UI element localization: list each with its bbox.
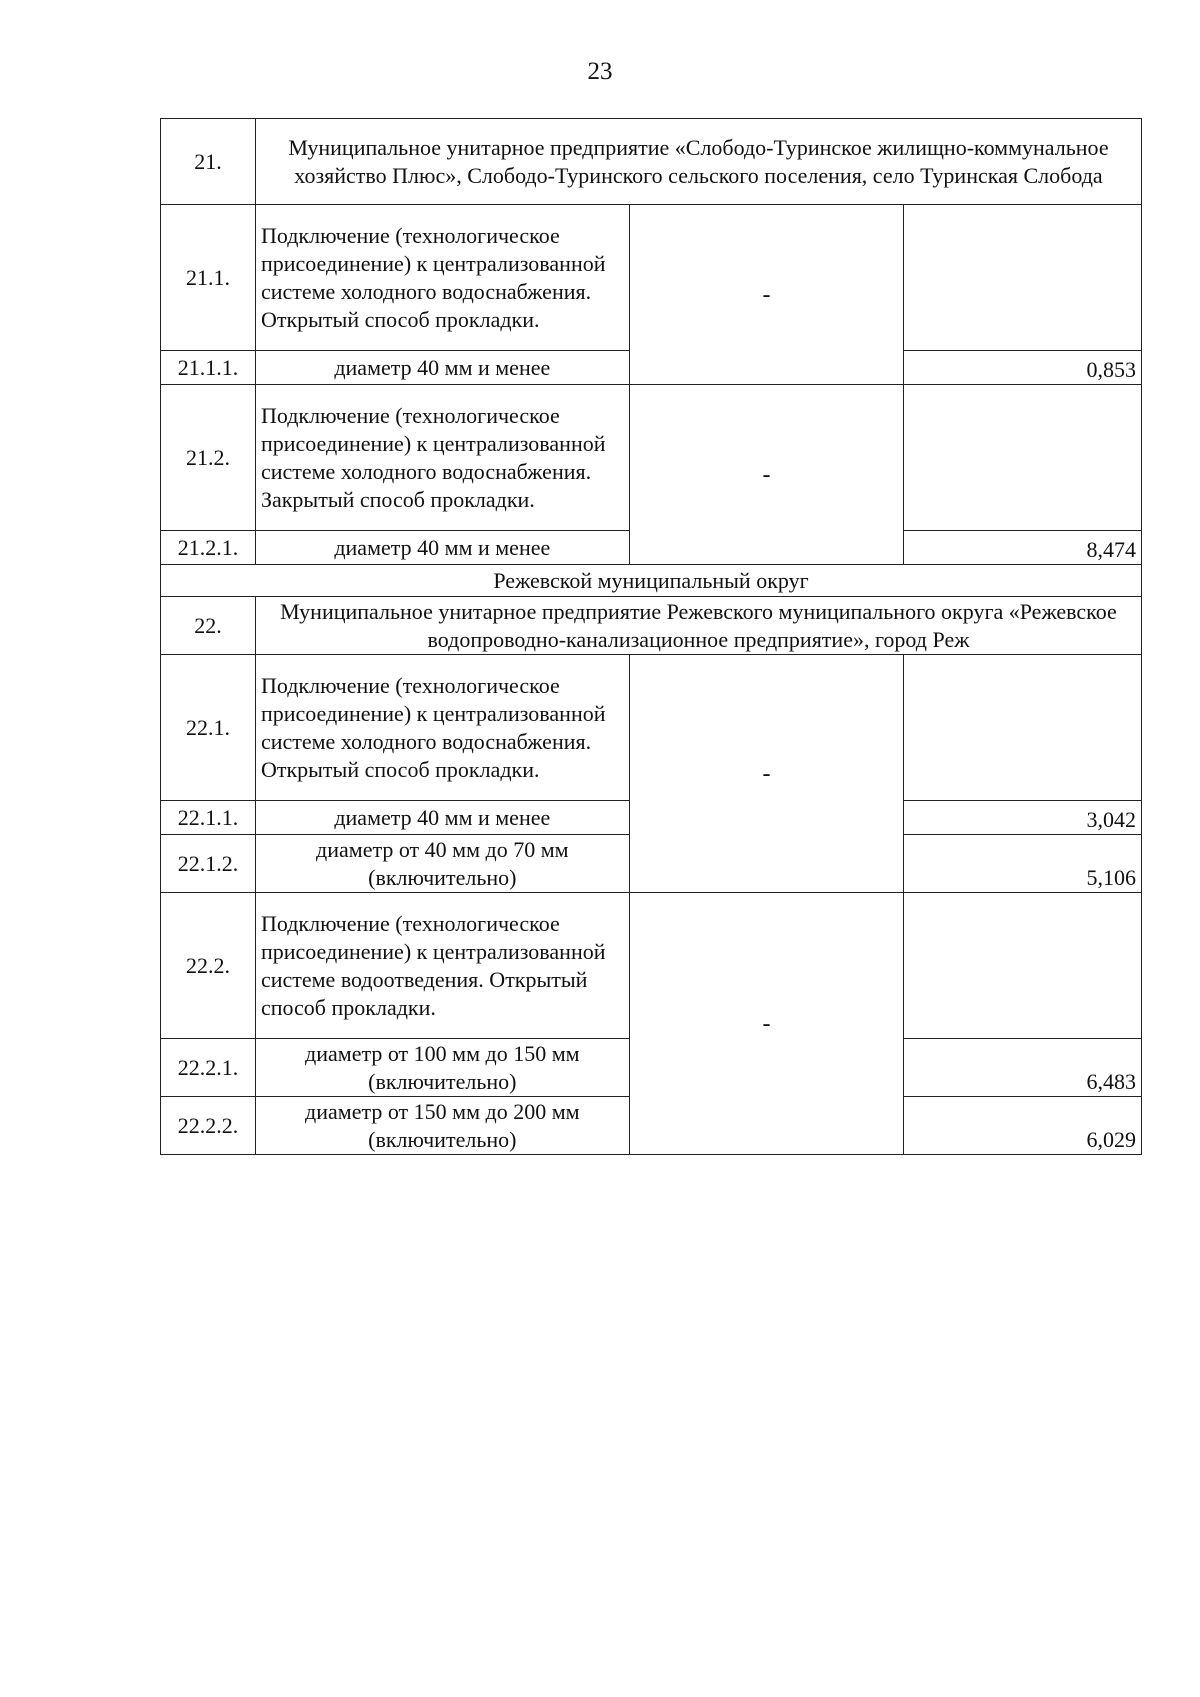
row-number: 22.1. xyxy=(161,655,256,801)
row-number: 21.2.1. xyxy=(161,531,256,565)
diameter-description: диаметр от 40 мм до 70 мм (включительно) xyxy=(255,835,629,893)
row-number: 22.1.1. xyxy=(161,801,256,835)
page-number: 23 xyxy=(587,58,613,85)
row-number: 22. xyxy=(161,597,256,655)
table-row xyxy=(161,893,1142,1039)
diameter-description: диаметр 40 мм и менее xyxy=(255,531,629,565)
diameter-description: диаметр от 150 мм до 200 мм (включительно) xyxy=(255,1097,629,1155)
district-name: Режевской муниципальный округ xyxy=(161,565,1142,597)
service-description: Подключение (технологическое присоединение) к централизованной системе холодного водоснабжения. Закрытый способ прокладки. xyxy=(255,385,629,531)
diameter-description: диаметр 40 мм и менее xyxy=(255,801,629,835)
empty-cell xyxy=(904,205,1142,351)
table-row xyxy=(161,655,1142,801)
service-description: Подключение (технологическое присоединение) к централизованной системе холодного водоснабжения. Открытый способ прокладки. xyxy=(255,655,629,801)
dash-cell: - xyxy=(629,205,904,385)
row-number: 22.1.2. xyxy=(161,835,256,893)
diameter-description: диаметр от 100 мм до 150 мм (включительно) xyxy=(255,1039,629,1097)
organization-name: Муниципальное унитарное предприятие Режевского муниципального округа «Режевское водопроводно-канализационное предприятие», город Реж xyxy=(255,597,1141,655)
table-row xyxy=(161,597,1142,655)
table-row xyxy=(161,205,1142,351)
row-number: 21.1. xyxy=(161,205,256,351)
service-description: Подключение (технологическое присоединение) к централизованной системе водоотведения. Открытый способ прокладки. xyxy=(255,893,629,1039)
tariff-value: 0,853 xyxy=(904,351,1142,385)
empty-cell xyxy=(904,893,1142,1039)
row-number: 21. xyxy=(161,119,256,205)
tariff-value: 5,106 xyxy=(904,835,1142,893)
organization-name: Муниципальное унитарное предприятие «Слободо-Туринское жилищно-коммунальное хозяйство Плюс», Слободо-Туринского сельского поселения, село Туринская Слобода xyxy=(255,119,1141,205)
dash-cell: - xyxy=(629,385,904,565)
row-number: 21.1.1. xyxy=(161,351,256,385)
empty-cell xyxy=(904,385,1142,531)
empty-cell xyxy=(904,655,1142,801)
tariff-value: 6,029 xyxy=(904,1097,1142,1155)
tariff-value: 6,483 xyxy=(904,1039,1142,1097)
table-row xyxy=(161,119,1142,205)
diameter-description: диаметр 40 мм и менее xyxy=(255,351,629,385)
tariff-value: 3,042 xyxy=(904,801,1142,835)
tariff-table xyxy=(160,118,1142,1155)
row-number: 22.2.1. xyxy=(161,1039,256,1097)
row-number: 21.2. xyxy=(161,385,256,531)
table-row xyxy=(161,385,1142,531)
row-number: 22.2.2. xyxy=(161,1097,256,1155)
row-number: 22.2. xyxy=(161,893,256,1039)
table-row xyxy=(161,565,1142,597)
dash-cell: - xyxy=(629,893,904,1155)
service-description: Подключение (технологическое присоединение) к централизованной системе холодного водоснабжения. Открытый способ прокладки. xyxy=(255,205,629,351)
dash-cell: - xyxy=(629,655,904,893)
tariff-value: 8,474 xyxy=(904,531,1142,565)
